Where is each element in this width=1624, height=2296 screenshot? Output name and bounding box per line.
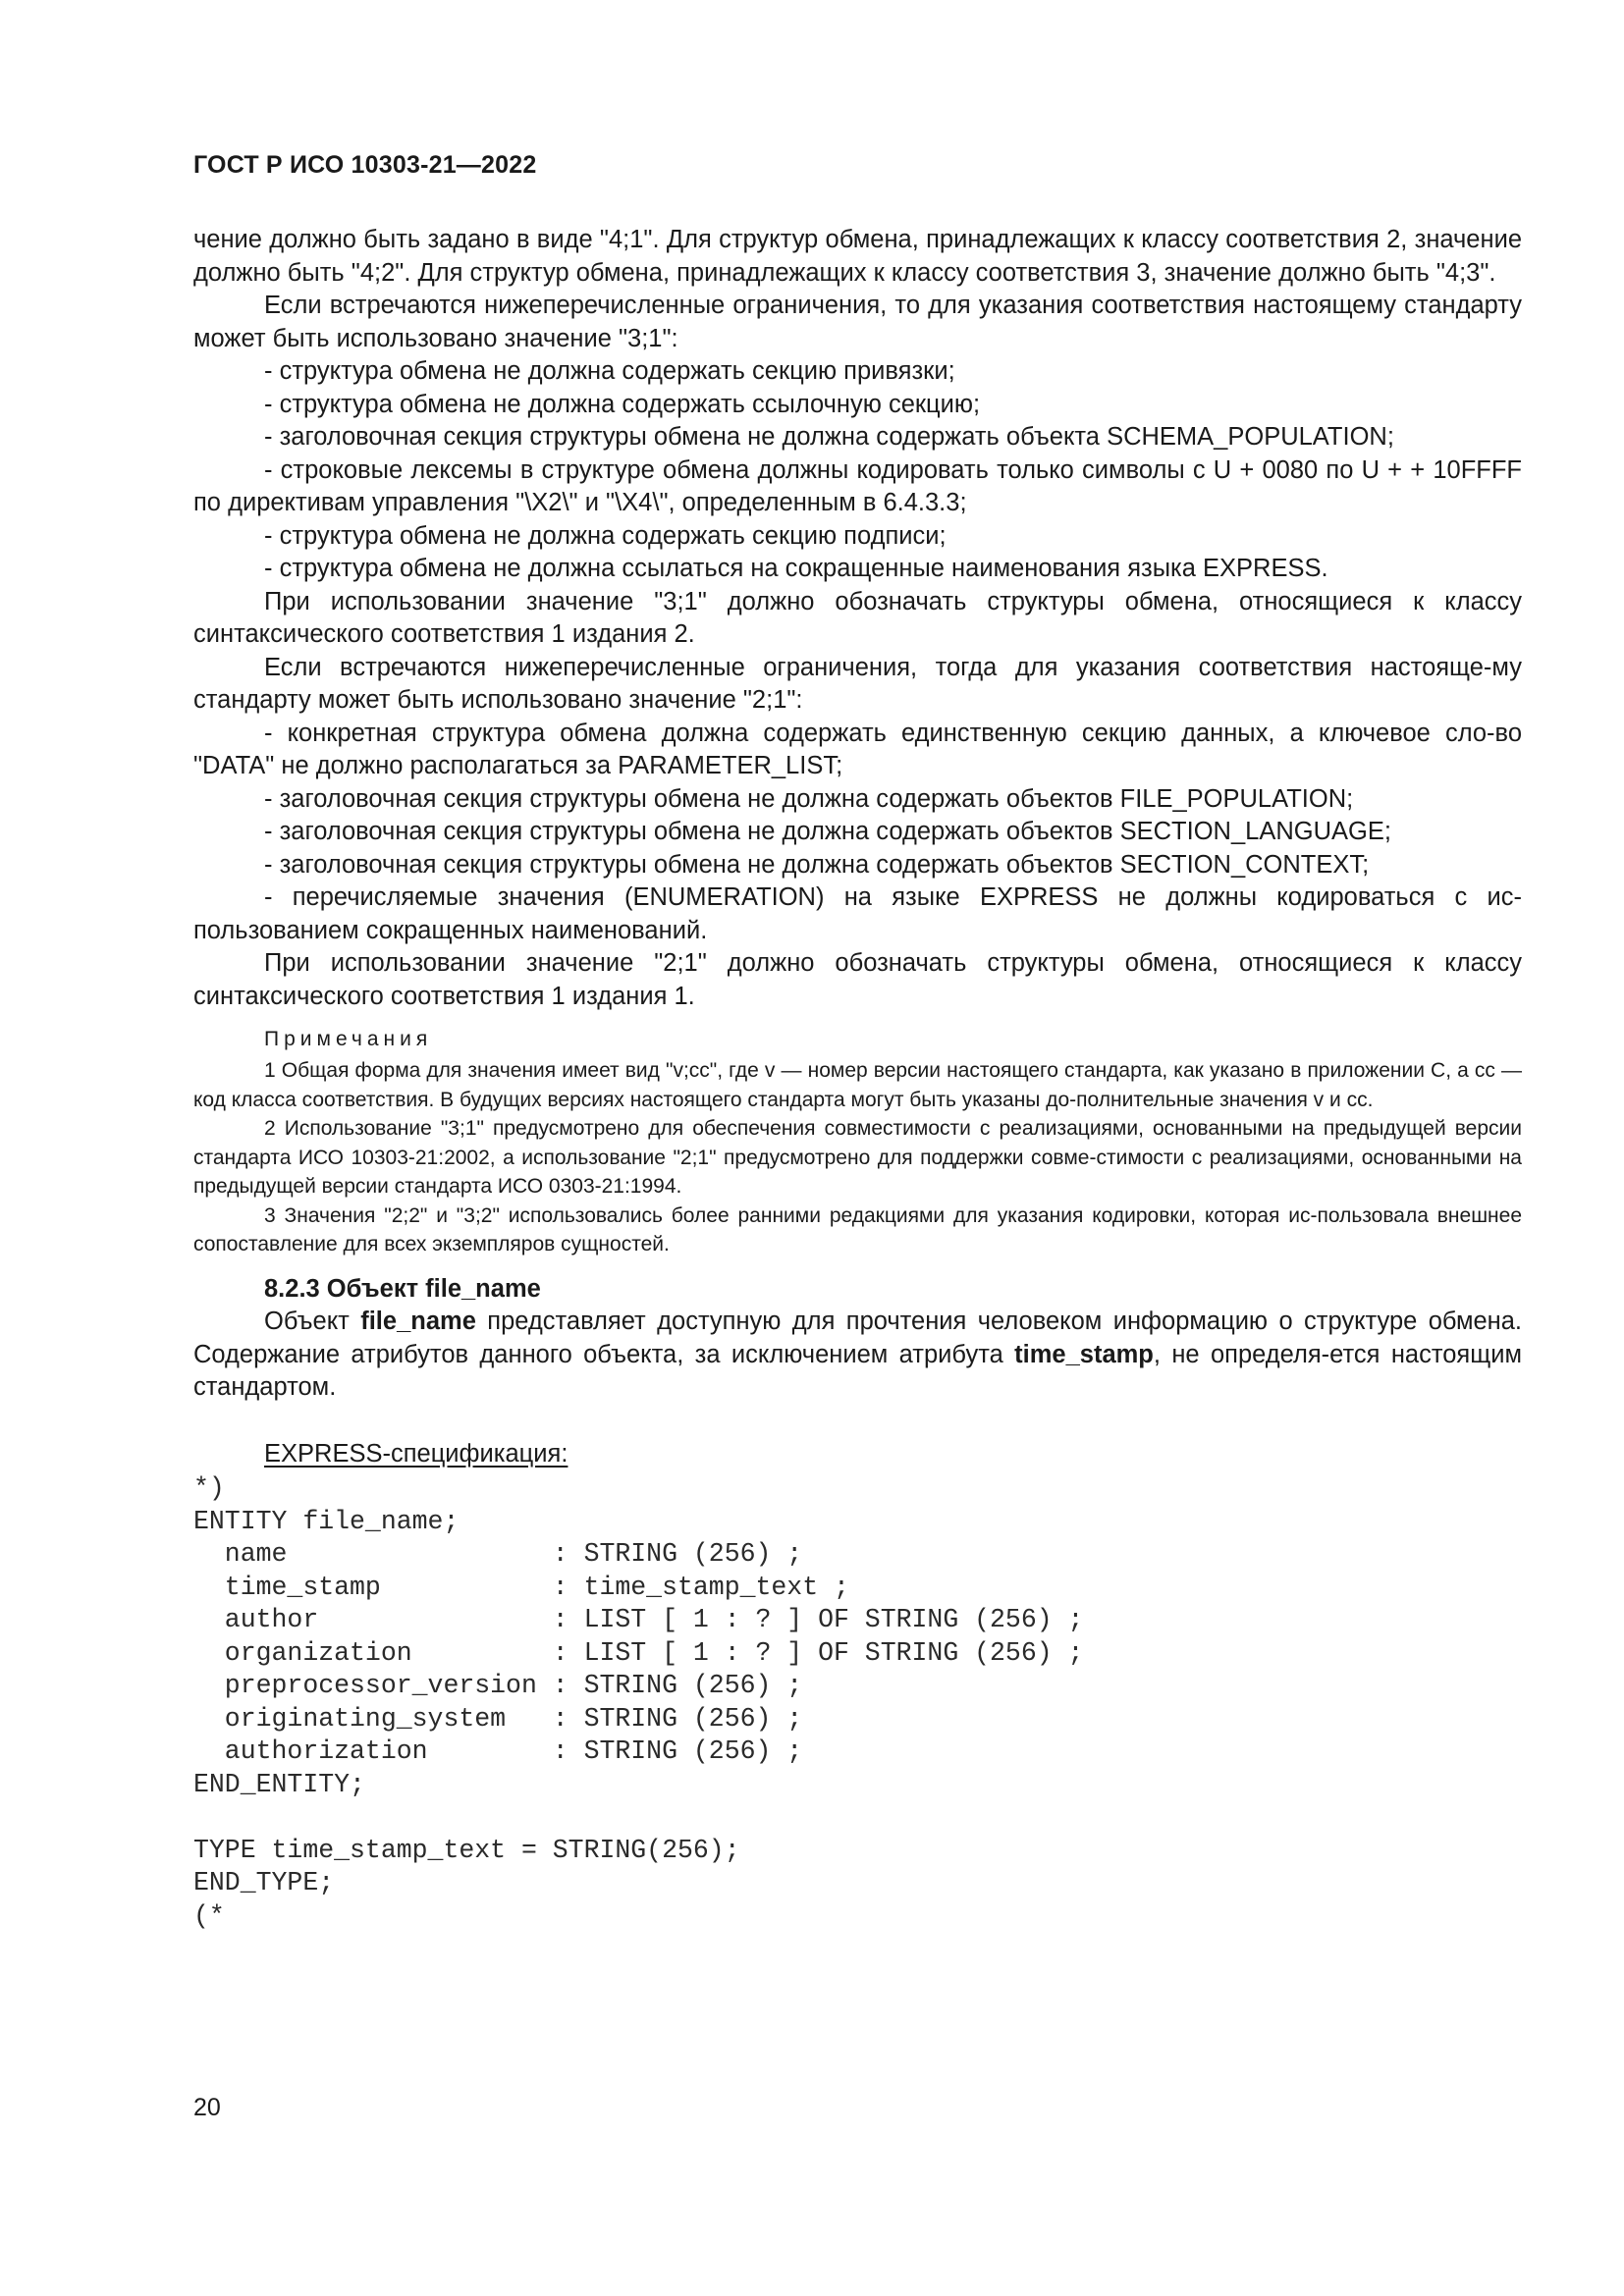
list-item: - структура обмена не должна содержать ссылочную секцию; xyxy=(264,390,981,418)
term-file-name: file_name xyxy=(360,1308,476,1335)
paragraph: чение должно быть задано в виде "4;1". Для структур обмена, принадлежащих к классу соответствия 2, значение должно быть "4;2". Для структур обмена, принадлежащих к классу соответствия 3, значение должно быть "4;3". xyxy=(193,226,1522,287)
list-item: - структура обмена не должна содержать секцию привязки; xyxy=(264,357,955,385)
notes-title: Примечания xyxy=(264,1028,433,1050)
list-item: - структура обмена не должна содержать секцию подписи; xyxy=(264,521,947,550)
express-code-block: *) ENTITY file_name; name : STRING (256) ; time_stamp : time_stamp_text ; author : LIST [ 1 : ? ] OF STRING (256) ; organization : LIST [ 1 : ? ] OF STRING (256) ; preprocessor_version : STRING (256) ; originating_system : STRING (256) ; authorization : STRING (256) ; END_ENTITY; TYPE time_stamp_text = STRING(256); END_TYPE; (* xyxy=(193,1473,1084,1931)
document-header: ГОСТ Р ИСО 10303-21—2022 xyxy=(193,151,537,179)
paragraph: Если встречаются нижеперечисленные ограничения, то для указания соответствия настоящему стандарту может быть использовано значение "3;1": xyxy=(193,292,1522,352)
list-item: - заголовочная секция структуры обмена не должна содержать объектов FILE_POPULATION; xyxy=(264,784,1354,813)
document-body xyxy=(193,224,1522,1933)
list-item: - строковые лексемы в структуре обмена должны кодировать только символы с U + 0080 по U + + 10FFFF по директивам управления "\X2\" и "\X4\", определенным в 6.4.3.3; xyxy=(193,455,1522,516)
text-run: Объект xyxy=(264,1308,361,1335)
note-item: 3 Значения "2;2" и "3;2" использовались более ранними редакциями для указания кодировки, которая ис-пользовала внешнее сопоставление для всех экземпляров сущностей. xyxy=(193,1203,1522,1255)
list-item: - заголовочная секция структуры обмена не должна содержать объектов SECTION_CONTEXT; xyxy=(264,850,1370,879)
list-item: - перечисляемые значения (ENUMERATION) на языке EXPRESS не должны кодироваться с ис-пользованием сокращенных наименований. xyxy=(193,883,1522,944)
note-item: 2 Использование "3;1" предусмотрено для обеспечения совместимости с реализациями, основанными на предыдущей версии стандарта ИСО 10303-21:2002, а использование "2;1" предусмотрено для поддержки совме-стимости с реализациями, основанными на предыдущей версии стандарта ИСО 0303-21:1994. xyxy=(193,1117,1522,1198)
note-item: 1 Общая форма для значения имеет вид "v;cc", где v — номер версии настоящего стандарта, как указано в приложении С, а сс — код класса соответствия. В будущих версиях настоящего стандарта могут быть указаны до-полнительные значения v и сс. xyxy=(193,1059,1522,1111)
term-time-stamp: time_stamp xyxy=(1014,1340,1154,1368)
list-item: - конкретная структура обмена должна содержать единственную секцию данных, а ключевое сло-во "DATA" не должно располагаться за PARAMETER_LIST; xyxy=(193,719,1522,779)
express-spec-label: EXPRESS-спецификация: xyxy=(264,1439,568,1468)
text-run: представляет доступную для прочтения человеком информацию о структуре обмена. Содержание атрибутов данного объекта, за исключением атрибута xyxy=(193,1308,1523,1368)
paragraph: При использовании значение "3;1" должно обозначать структуры обмена, относящиеся к классу синтаксического соответствия 1 издания 2. xyxy=(193,587,1522,648)
list-item: - структура обмена не должна ссылаться на сокращенные наименования языка EXPRESS. xyxy=(264,555,1328,582)
section-title: 8.2.3 Объект file_name xyxy=(264,1274,541,1303)
paragraph: При использовании значение "2;1" должно обозначать структуры обмена, относящиеся к классу синтаксического соответствия 1 издания 1. xyxy=(193,949,1522,1010)
list-item: - заголовочная секция структуры обмена не должна содержать объектов SECTION_LANGUAGE; xyxy=(264,818,1391,845)
text-run: , не определя-ется настоящим стандартом. xyxy=(193,1340,1522,1401)
paragraph: Если встречаются нижеперечисленные ограничения, тогда для указания соответствия настояще-му стандарту может быть использовано значение "2;1": xyxy=(193,653,1522,714)
section-paragraph xyxy=(193,1306,1522,1405)
page-number: 20 xyxy=(193,2094,221,2121)
list-item: - заголовочная секция структуры обмена не должна содержать объекта SCHEMA_POPULATION; xyxy=(264,423,1394,451)
